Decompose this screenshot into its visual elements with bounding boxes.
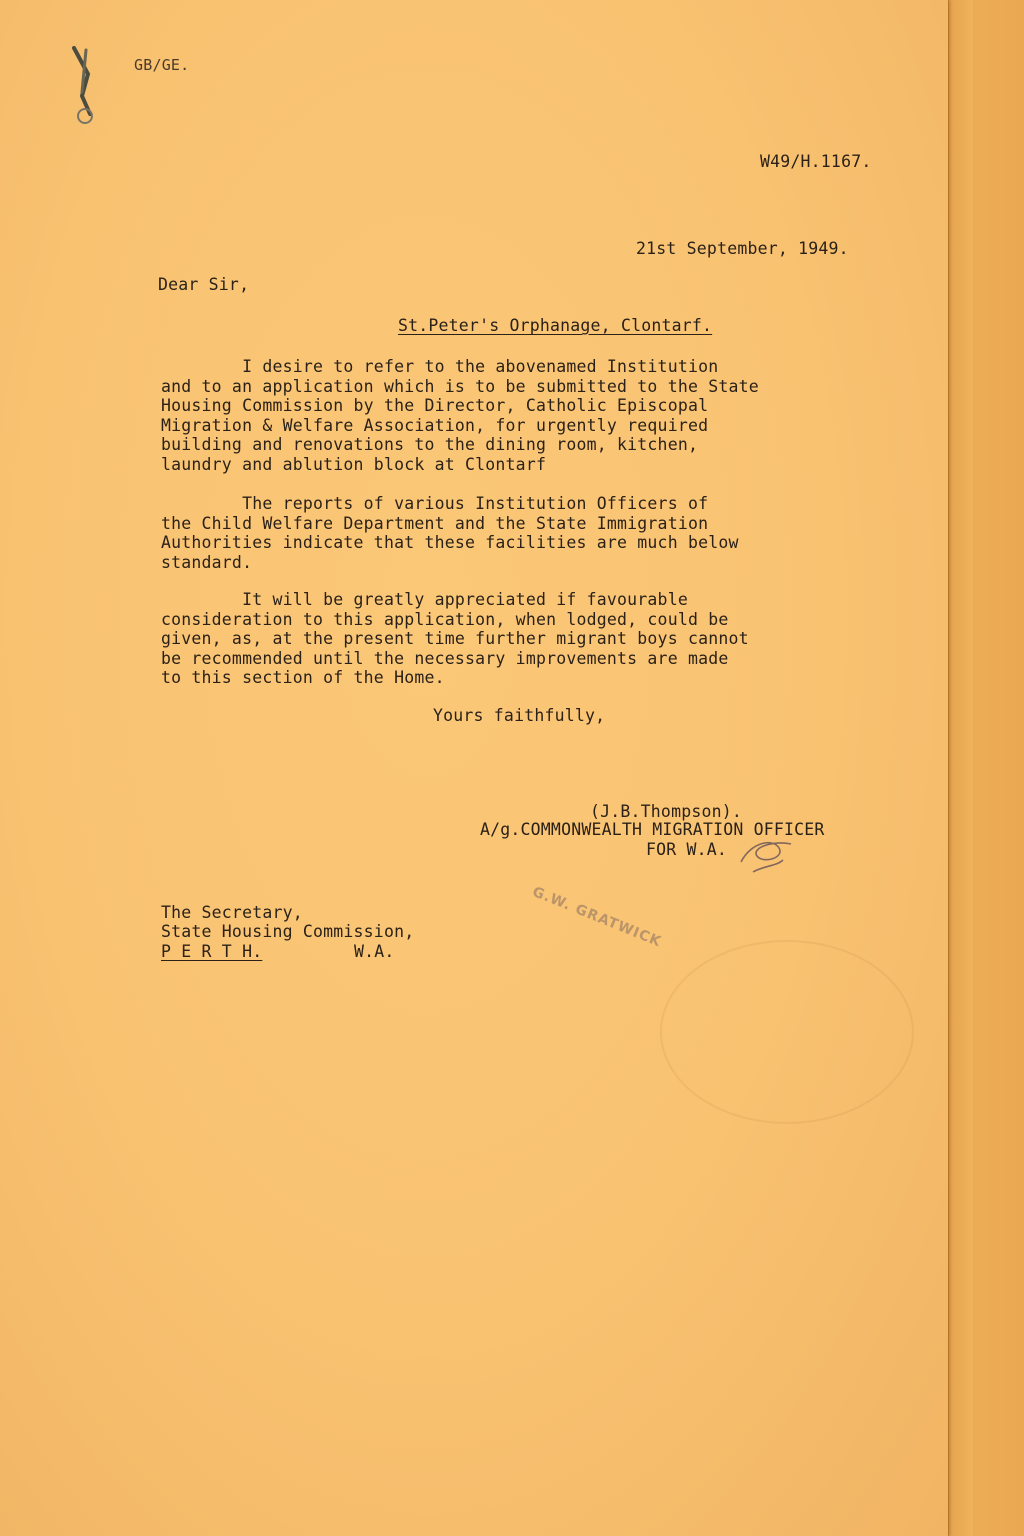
complimentary-close: Yours faithfully, (433, 706, 606, 725)
addressee-state: W.A. (354, 942, 395, 961)
signatory-title: A/g.COMMONWEALTH MIGRATION OFFICER (480, 820, 825, 839)
received-stamp: G.W. GRATWICK (530, 884, 664, 951)
subject-line: St.Peter's Orphanage, Clontarf. (398, 316, 713, 335)
addressee-line-2: State Housing Commission, (161, 922, 415, 941)
paper-clip-icon (60, 44, 108, 134)
file-reference-number: W49/H.1167. (760, 152, 872, 171)
reference-initials: GB/GE. (134, 56, 190, 74)
signatory-region: FOR W.A. (646, 840, 728, 859)
body-paragraph-1: I desire to refer to the abovenamed Institution and to an application which is to be submitted to the State Housing Commission by the Director, Catholic Episcopal Migration & Welfare Association, for urgently required building and renovations to the dining room, kitchen, laundry and ablution block at Clontarf (161, 357, 759, 474)
body-paragraph-2: The reports of various Institution Officers of the Child Welfare Department and the State Immigration Authorities indicate that these facilities are much below standard. (161, 494, 739, 572)
addressee-city: P E R T H. (161, 942, 263, 961)
addressee-line-1: The Secretary, (161, 903, 303, 922)
letter-date: 21st September, 1949. (636, 239, 849, 258)
faint-seal-mark (660, 940, 914, 1124)
underlying-page-edge (948, 0, 973, 1536)
body-paragraph-3: It will be greatly appreciated if favourable consideration to this application, when lodged, could be given, as, at the present time further migrant boys cannot be recommended until the necessary improvements are made to this section of the Home. (161, 590, 749, 688)
signatory-name: (J.B.Thompson). (590, 802, 743, 821)
salutation: Dear Sir, (158, 275, 250, 294)
handwritten-initial-icon (733, 832, 799, 876)
